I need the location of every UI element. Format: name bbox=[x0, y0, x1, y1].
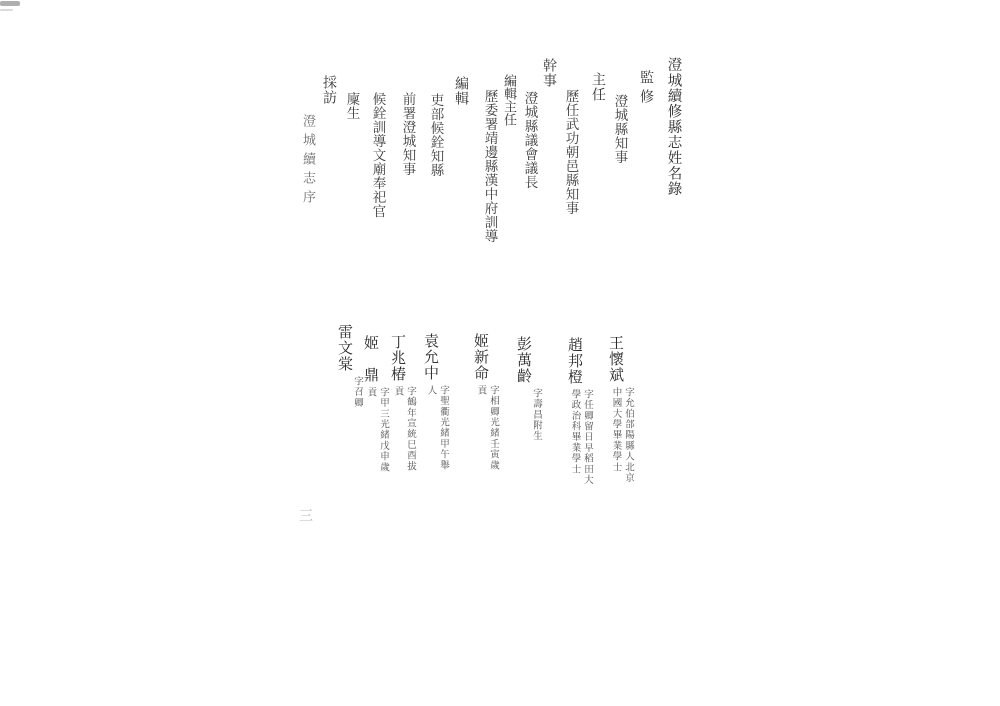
office-label: 澄城縣議會議長 bbox=[521, 91, 538, 189]
section-role-label: 幹事 bbox=[541, 58, 557, 88]
person-entry bbox=[607, 335, 634, 483]
person-name: 趙邦橙 bbox=[566, 337, 584, 385]
person-annotation-line: 字鶴年宣統巳酉拔 bbox=[405, 386, 416, 472]
person-annotation-line: 中國大學畢業學士 bbox=[610, 387, 622, 473]
person-name: 姬 鼎 bbox=[362, 335, 380, 383]
person-entry bbox=[389, 334, 416, 472]
person-annotation bbox=[607, 387, 634, 483]
section-role-label: 主任 bbox=[590, 72, 606, 102]
person-annotation bbox=[362, 387, 389, 473]
person-name: 雷文棠 bbox=[336, 324, 354, 372]
person-annotation bbox=[389, 386, 416, 472]
person-annotation-line: 字任卿留日早稻田大 bbox=[582, 389, 593, 486]
person-annotation-line: 貢 bbox=[365, 387, 377, 398]
person-entry bbox=[336, 324, 363, 408]
person-entry bbox=[422, 333, 449, 471]
office-label: 吏部候銓知縣 bbox=[427, 93, 444, 177]
person-name: 姬新命 bbox=[472, 333, 490, 381]
office-label: 歷任武功朝邑縣知事 bbox=[562, 89, 579, 215]
person-annotation-line: 貢 bbox=[392, 386, 404, 397]
person-annotation bbox=[422, 385, 449, 471]
person-entry bbox=[515, 336, 542, 442]
person-entry bbox=[362, 335, 389, 473]
office-label: 歷委署靖邊縣漢中府訓導 bbox=[481, 89, 498, 243]
scan-artifact bbox=[0, 1, 20, 6]
section-role-label: 採訪 bbox=[321, 75, 337, 105]
person-annotation-line: 字壽昌附生 bbox=[531, 388, 542, 442]
section-role-label: 編輯 bbox=[453, 76, 469, 106]
page-title: 澄城續修縣志姓名錄 bbox=[665, 57, 682, 197]
office-label: 前署澄城知事 bbox=[399, 92, 416, 176]
office-label: 候銓訓導文廟奉祀官 bbox=[369, 92, 386, 218]
folio-label: 澄城續志序 bbox=[300, 114, 315, 209]
person-name: 彭萬齡 bbox=[515, 336, 533, 384]
person-annotation bbox=[566, 389, 593, 485]
person-entry bbox=[472, 333, 499, 471]
person-name: 丁兆椿 bbox=[389, 334, 407, 382]
person-annotation-line: 字聖衢光緒甲午舉 bbox=[438, 385, 449, 471]
person-entry bbox=[566, 337, 593, 485]
person-annotation-line: 字允伯郃陽縣人北京 bbox=[623, 387, 634, 484]
office-label: 澄城縣知事 bbox=[611, 94, 628, 164]
scan-artifact bbox=[0, 9, 13, 11]
section-role-label: 編輯主任 bbox=[501, 74, 516, 126]
person-annotation-line: 貢 bbox=[475, 385, 487, 396]
section-role-label: 監修 bbox=[638, 70, 654, 108]
person-annotation-line: 字相卿光緒壬寅歲 bbox=[488, 385, 499, 471]
person-annotation-line: 字召卿 bbox=[352, 376, 363, 409]
person-annotation bbox=[472, 385, 499, 471]
person-annotation-line: 字甲三光緒戊申歲 bbox=[378, 387, 389, 473]
person-name: 袁允中 bbox=[422, 333, 440, 381]
office-label: 廩生 bbox=[343, 92, 360, 120]
person-annotation-line: 人 bbox=[425, 385, 437, 396]
person-annotation bbox=[336, 376, 363, 408]
person-name: 王懷斌 bbox=[607, 335, 625, 383]
page-number: 三 bbox=[297, 508, 313, 522]
person-annotation bbox=[515, 388, 542, 442]
person-annotation-line: 學政治科畢業學士 bbox=[569, 389, 581, 475]
